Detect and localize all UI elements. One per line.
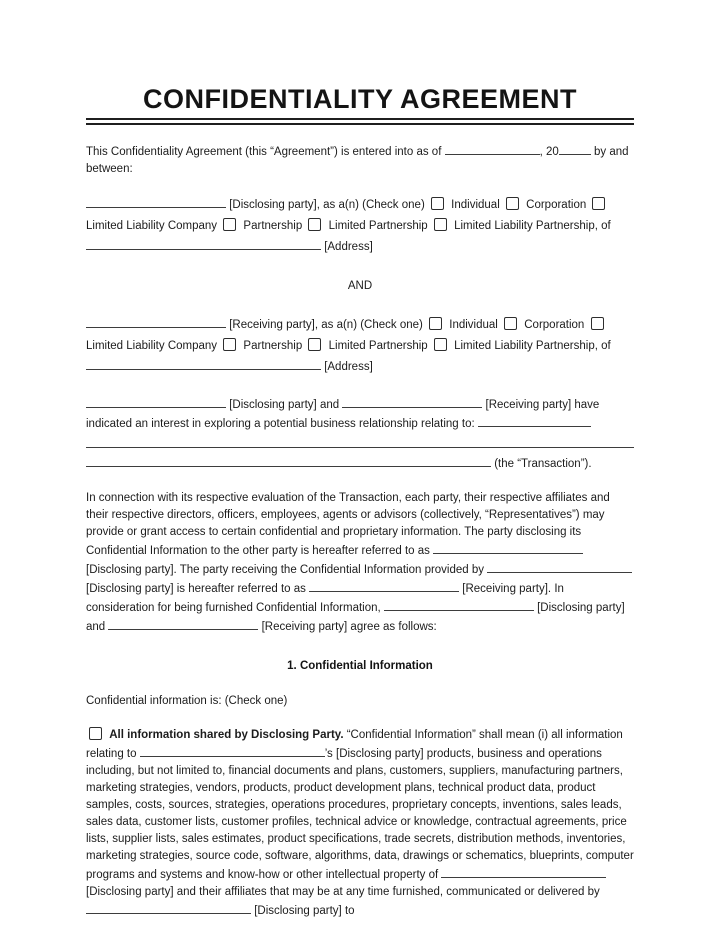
blank-fill-in-field: [342, 395, 482, 408]
checkbox[interactable]: [434, 338, 447, 351]
checkbox[interactable]: [504, 317, 517, 330]
blank-fill-in-field: [487, 560, 632, 573]
blank-fill-in-field: [86, 395, 226, 408]
blank-fill-in-field: [86, 357, 321, 370]
in-connection-clause: In connection with its respective evaluation of the Transaction, each party, their respective affiliates and their respective directors, officers, employees, agents or advisors (collectively, “Representatives”) may provide or grant access to certain confidential and proprietary information. The party disclosing its Confidential Information to the other party is hereafter referred to as [Disclosing party]. The party receiving the Confidential Information provided by [Disclosing party] is hereafter referred to as [Receiving party]. In consideration for being furnished Confidential Information, [Disclosing party] and [Receiving party] agree as follows:: [86, 490, 634, 636]
blank-fill-in-field: [478, 414, 591, 427]
blank-fill-in-field: [441, 865, 606, 878]
checkbox[interactable]: [89, 727, 102, 740]
title-double-rule: [86, 118, 634, 125]
blank-fill-in-field: [309, 579, 459, 592]
blank-fill-in-field: [445, 142, 540, 155]
check-one-line: Confidential information is: (Check one): [86, 695, 288, 707]
blank-fill-in-field: [559, 142, 591, 155]
blank-fill-in-field: [384, 598, 534, 611]
checkbox[interactable]: [308, 218, 321, 231]
blank-fill-in-field: [108, 617, 258, 630]
bold-text: All information shared by Disclosing Party.: [109, 729, 344, 741]
checkbox[interactable]: [223, 338, 236, 351]
blank-fill-in-field: [86, 237, 321, 250]
blank-fill-in-field: [86, 315, 226, 328]
disclosing-party-clause: [Disclosing party], as a(n) (Check one) Individual Corporation Limited Liability Company Partnership Limited Partnership Limited Liability Partnership, of [Address]: [86, 195, 634, 258]
relationship-clause: [Disclosing party] and [Receiving party] have indicated an interest in exploring a potential business relationship relating to: (the “Transaction”).: [86, 395, 634, 473]
checkbox[interactable]: [591, 317, 604, 330]
checkbox[interactable]: [429, 317, 442, 330]
checkbox[interactable]: [592, 197, 605, 210]
intro-paragraph: This Confidentiality Agreement (this “Agreement”) is entered into as of , 20 by and between:: [86, 142, 634, 178]
blank-fill-in-field: [433, 541, 583, 554]
checkbox[interactable]: [506, 197, 519, 210]
checkbox[interactable]: [434, 218, 447, 231]
all-information-clause: All information shared by Disclosing Party. “Confidential Information” shall mean (i) all information relating to ’s [Disclosing party] products, business and operations including, but not limited to, financial documents and plans, customers, suppliers, manufacturing partners, marketing strategies, vendors, products, product development plans, technical product data, product samples, costs, sources, strategies, operations procedures, proprietary concepts, inventions, sales leads, sales data, customer lists, customer profiles, technical advice or knowledge, contractual agreements, price lists, supplier lists, sales estimates, product specifications, trade secrets, distribution methods, inventories, marketing strategies, source code, software, algorithms, data, drawings or schematics, blueprints, computer programs and systems and know-how or other intellectual property of [Disclosing party] and their affiliates that may be at any time furnished, communicated or delivered by [Disclosing party] to: [86, 729, 634, 917]
blank-fill-in-field: [140, 744, 325, 757]
section-1-heading: 1. Confidential Information: [287, 660, 433, 672]
checkbox[interactable]: [223, 218, 236, 231]
checkbox[interactable]: [431, 197, 444, 210]
blank-fill-in-field: [86, 901, 251, 914]
receiving-party-clause: [Receiving party], as a(n) (Check one) Individual Corporation Limited Liability Company Partnership Limited Partnership Limited Liability Partnership, of [Address]: [86, 315, 634, 378]
blank-fill-in-field: [86, 454, 491, 467]
and-separator: AND: [347, 280, 373, 292]
document-title: CONFIDENTIALITY AGREEMENT: [142, 84, 577, 114]
checkbox[interactable]: [308, 338, 321, 351]
blank-fill-in-line: [86, 435, 634, 448]
blank-fill-in-field: [86, 195, 226, 208]
